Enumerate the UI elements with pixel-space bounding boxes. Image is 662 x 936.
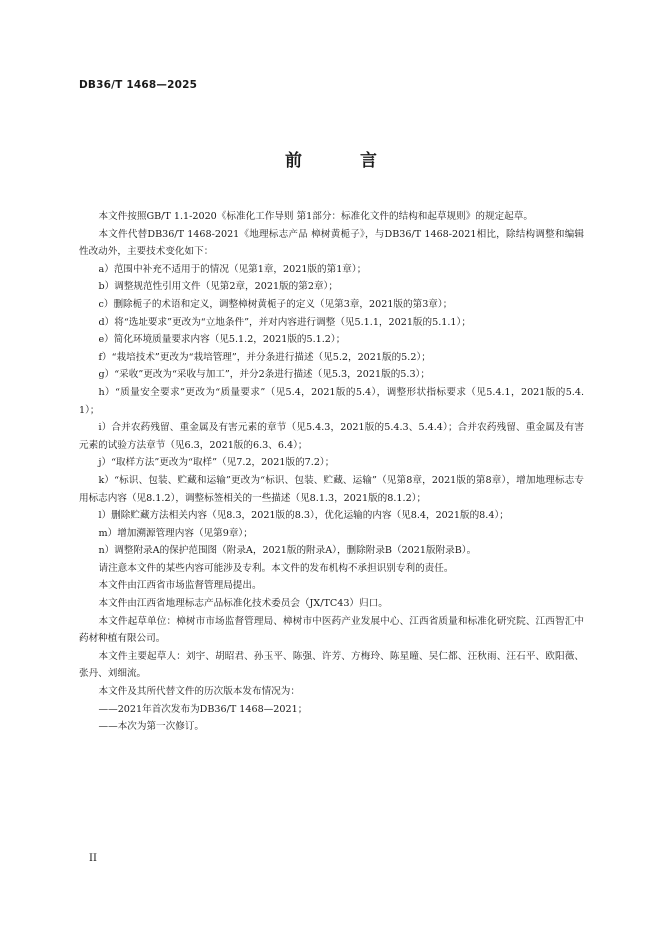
change-item-d: d）将“选址要求”更改为“立地条件”，并对内容进行调整（见5.1.1，2021版的5.1.1）； — [98, 316, 471, 328]
paragraph-history-intro: 本文件及其所代替文件的历次版本发布情况为： — [98, 686, 300, 698]
change-item-e: e）简化环境质量要求内容（见5.1.2，2021版的5.1.2）； — [98, 334, 346, 346]
change-item-m: m）增加溯源管理内容（见第9章）； — [98, 527, 253, 539]
change-item-n: n）调整附录A的保护范围图（附录A，2021版的附录A），删除附录B（2021版附录B）。 — [98, 545, 477, 557]
change-item-b: b）调整规范性引用文件（见第2章，2021版的第2章）； — [98, 281, 338, 293]
change-item-l: l）删除贮藏方法相关内容（见8.3，2021版的8.3），优化运输的内容（见8.4，2021版的8.4）； — [98, 510, 509, 522]
history-item-revision: ——本次为第一次修订。 — [98, 721, 205, 733]
page-number: II — [89, 853, 97, 864]
paragraph-replacement: 本文件代替DB36/T 1468-2021《地理标志产品 樟树黄栀子》，与DB36/T 1468-2021相比，除结构调整和编辑性改动外，主要技术变化如下： — [79, 228, 584, 258]
standard-code: DB36/T 1468—2025 — [79, 79, 198, 91]
change-item-k: k）“标识、包装、贮藏和运输”更改为“标识、包装、贮藏、运输”（见第8章，2021版的第8章），增加地理标志专用标志内容（见8.1.2），调整标签相关的一些描述（见8.1.3，2021版的8.1.2）； — [79, 474, 584, 504]
paragraph-patent-notice: 请注意本文件的某些内容可能涉及专利。本文件的发布机构不承担识别专利的责任。 — [98, 562, 454, 574]
paragraph-drafting-units: 本文件起草单位：樟树市市场监督管理局、樟树市中医药产业发展中心、江西省质量和标准化研究院、江西智汇中药材种植有限公司。 — [79, 615, 584, 645]
change-item-a: a）范围中补充不适用于的情况（见第1章，2021版的第1章）； — [98, 263, 367, 275]
history-item-first: ——2021年首次发布为DB36/T 1468—2021； — [98, 703, 308, 715]
change-item-i: i）合并农药残留、重金属及有害元素的章节（见5.4.3，2021版的5.4.3、5.4.4）；合并农药残留、重金属及有害元素的试验方法章节（见6.3，2021版的6.3、6.4）； — [79, 422, 584, 451]
paragraph-proposer: 本文件由江西省市场监督管理局提出。 — [98, 580, 262, 592]
change-item-c: c）删除栀子的术语和定义，调整樟树黄栀子的定义（见第3章，2021版的第3章）； — [98, 298, 453, 310]
page-title: 前 言 — [285, 151, 403, 171]
paragraph-drafting-rules: 本文件按照GB/T 1.1-2020《标准化工作导则 第1部分：标准化文件的结构和起草规则》的规定起草。 — [98, 211, 533, 222]
change-item-j: j）“取样方法”更改为“取样”（见7.2，2021版的7.2）； — [98, 457, 335, 469]
change-item-f: f）“栽培技术”更改为“栽培管理”，并分条进行描述（见5.2，2021版的5.2）； — [98, 351, 431, 363]
change-item-h: h）“质量安全要求”更改为“质量要求”（见5.4，2021版的5.4），调整形状指标要求（见5.4.1，2021版的5.4.1）； — [79, 386, 584, 416]
paragraph-drafters: 本文件主要起草人：刘宇、胡昭君、孙玉平、陈强、许芳、方梅玲、陈星曈、吴仁都、汪秋雨、汪石平、欧阳薇、张丹、刘细流。 — [79, 650, 584, 680]
paragraph-committee: 本文件由江西省地理标志产品标准化技术委员会（JX/TC43）归口。 — [98, 598, 388, 610]
foreword-body — [79, 208, 584, 736]
change-item-g: g）“采收”更改为“采收与加工”，并分2条进行描述（见5.3，2021版的5.3）； — [98, 369, 430, 381]
